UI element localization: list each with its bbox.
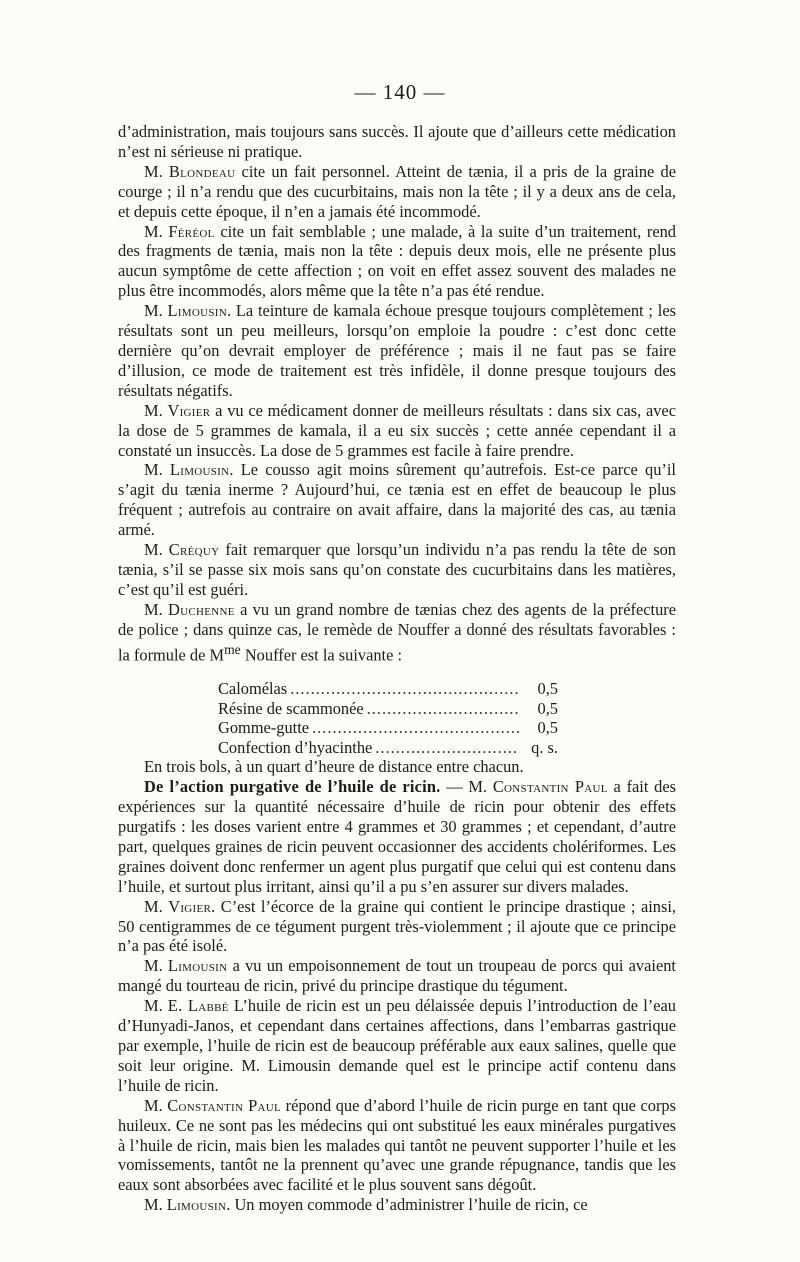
paragraph: M. E. Labbé L’huile de ricin est un peu délaissée depuis l’introduction de l’eau d’Hunyadi-Janos, et cependant dans certaines affections, dans l’embarras gastrique par exemple, l’huile de ricin est de beaucoup préférable aux eaux salines, quelle que soit leur origine. M. Limousin demande quel est le principe actif contenu dans l’huile de ricin. — [118, 996, 676, 1095]
speaker-name: Limousin — [169, 460, 230, 480]
page-number: — 140 — — [354, 80, 446, 104]
paragraph: M. Blondeau cite un fait personnel. Atteint de tænia, il a pris de la graine de courge ; il n’a rendu que des cucurbitains, mais non la tête ; il y a deux ans de cela, et depuis cette époque, il n’en a jamais été incommodé. — [118, 161, 676, 221]
paragraph: M. Duchenne a vu un grand nombre de tænias chez des agents de la préfecture de police ; dans quinze cas, le remède de Nouffer a donné des résultats favorables : la formule de $M^{me}$ Nouffer est la suivante : — [118, 599, 676, 665]
recipe-row: Confection d’hyacinthe ..... q. s. — [218, 738, 558, 758]
speaker-name: Limousin — [167, 956, 228, 976]
section-heading: De l’action purgative de l’huile de ricin. — [144, 777, 441, 797]
paragraph: M. Vigier. C’est l’écorce de la graine qui contient le principe drastique ; ainsi, 50 centigrammes de ce tégument purgent très-violemment ; il ajoute que ce principe n’a pas été isolé. — [118, 896, 676, 956]
leader-dots — [312, 718, 519, 738]
paragraph: M. Limousin. Un moyen commode d’administrer l’huile de ricin, ce — [144, 1195, 588, 1215]
paragraph: M. Limousin. Le cousso agit moins sûrement qu’autrefois. Est-ce parce qu’il s’agit du tænia inerme ? Aujourd’hui, ce tænia est en effet de beaucoup le plus fréquent ; autrefois au contraire on avait affaire, dans la majorité des cas, au tænia armé. — [118, 460, 676, 540]
recipe-row: Résine de scammonée ..... 0,5 — [218, 699, 558, 719]
speaker-name: Constantin Paul — [492, 777, 608, 797]
speaker-name: Créquy — [168, 540, 220, 560]
speaker-name: E. Labbé — [167, 996, 229, 1016]
text-column — [118, 122, 676, 1215]
recipe-row: Calomélas ..... 0,5 — [218, 679, 558, 699]
speaker-name: Féréol — [168, 221, 215, 241]
speaker-name: Vigier — [167, 400, 211, 420]
leader-dots — [375, 738, 519, 758]
paragraph: M. Féréol cite un fait semblable ; une malade, à la suite d’un traitement, rend des fragments de tænia, mais non la tête : depuis deux mois, elle ne présente plus aucun symptôme de cette affection ; on voit en effet assez souvent des malades ne plus être incommodés, alors même que la tête n’a pas été rendue. — [118, 221, 677, 301]
recipe-row: Gomme-gutte ..... 0,5 — [218, 718, 558, 738]
recipe-table — [218, 679, 558, 757]
speaker-name: Constantin Paul — [167, 1095, 282, 1115]
speaker-name: Limousin — [166, 1195, 227, 1215]
leader-dots — [290, 679, 519, 699]
paragraph: M. Constantin Paul répond que d’abord l’huile de ricin purge en tant que corps huileux. Ce ne sont pas les médecins qui ont substitué les eaux minérales purgatives à l’huile de ricin, mais bien les malades qui tantôt ne peuvent supporter l’huile et les vomissements, tantôt ne la prennent qu’avec une grande répugnance, tandis que les eaux sont absorbées avec facilité et le plus souvent sans dégoût. — [118, 1095, 676, 1195]
speaker-name: Limousin — [167, 301, 227, 321]
paragraph: M. Limousin. La teinture de kamala échoue presque toujours complètement ; les résultats sont un peu meilleurs, lorsqu’on emploie la poudre : c’est donc cette dernière qu’on devrait employer de préférence ; mais il ne faut pas se faire d’illusion, ce mode de traitement est très infidèle, il donne presque toujours des résultats négatifs. — [118, 301, 676, 400]
paragraph: M. Vigier a vu ce médicament donner de meilleurs résultats : dans six cas, avec la dose de 5 grammes de kamala, il a eu six succès ; cette année cependant il a constaté un insuccès. La dose de 5 grammes est facile à faire prendre. — [118, 400, 676, 460]
paragraph: M. Créquy fait remarquer que lorsqu’un individu n’a pas rendu la tête de son tænia, s’il se passe six mois sans qu’on constate des cucurbitains dans les matières, c’est qu’il est guéri. — [118, 540, 676, 599]
speaker-name: Duchenne — [167, 599, 235, 619]
recipe-instruction: En trois bols, à un quart d’heure de distance entre chacun. — [144, 757, 524, 777]
paragraph: M. Limousin a vu un empoisonnement de tout un troupeau de porcs qui avaient mangé du tourteau de ricin, privé du principe drastique du tégument. — [118, 956, 676, 996]
paragraph: d’administration, mais toujours sans succès. Il ajoute que d’ailleurs cette médication n’est ni sérieuse ni pratique. — [118, 122, 676, 161]
speaker-name: Blondeau — [168, 161, 236, 181]
speaker-name: Vigier — [168, 896, 212, 916]
section-paragraph: De l’action purgative de l’huile de ricin. — M. Constantin Paul a fait des expériences sur la quantité nécessaire d’huile de ricin pour obtenir des effets purgatifs : les doses varient entre 4 grammes et 30 grammes ; et cependant, d’autre part, quelques graines de ricin peuvent occasionner des accidents cholériformes. Les graines doivent donc renfermer un agent plus purgatif que celui qui est contenu dans l’huile, et surtout plus irritant, ainsi qu’il a pu s’en assurer sur divers malades. — [118, 777, 677, 896]
leader-dots — [367, 699, 519, 719]
